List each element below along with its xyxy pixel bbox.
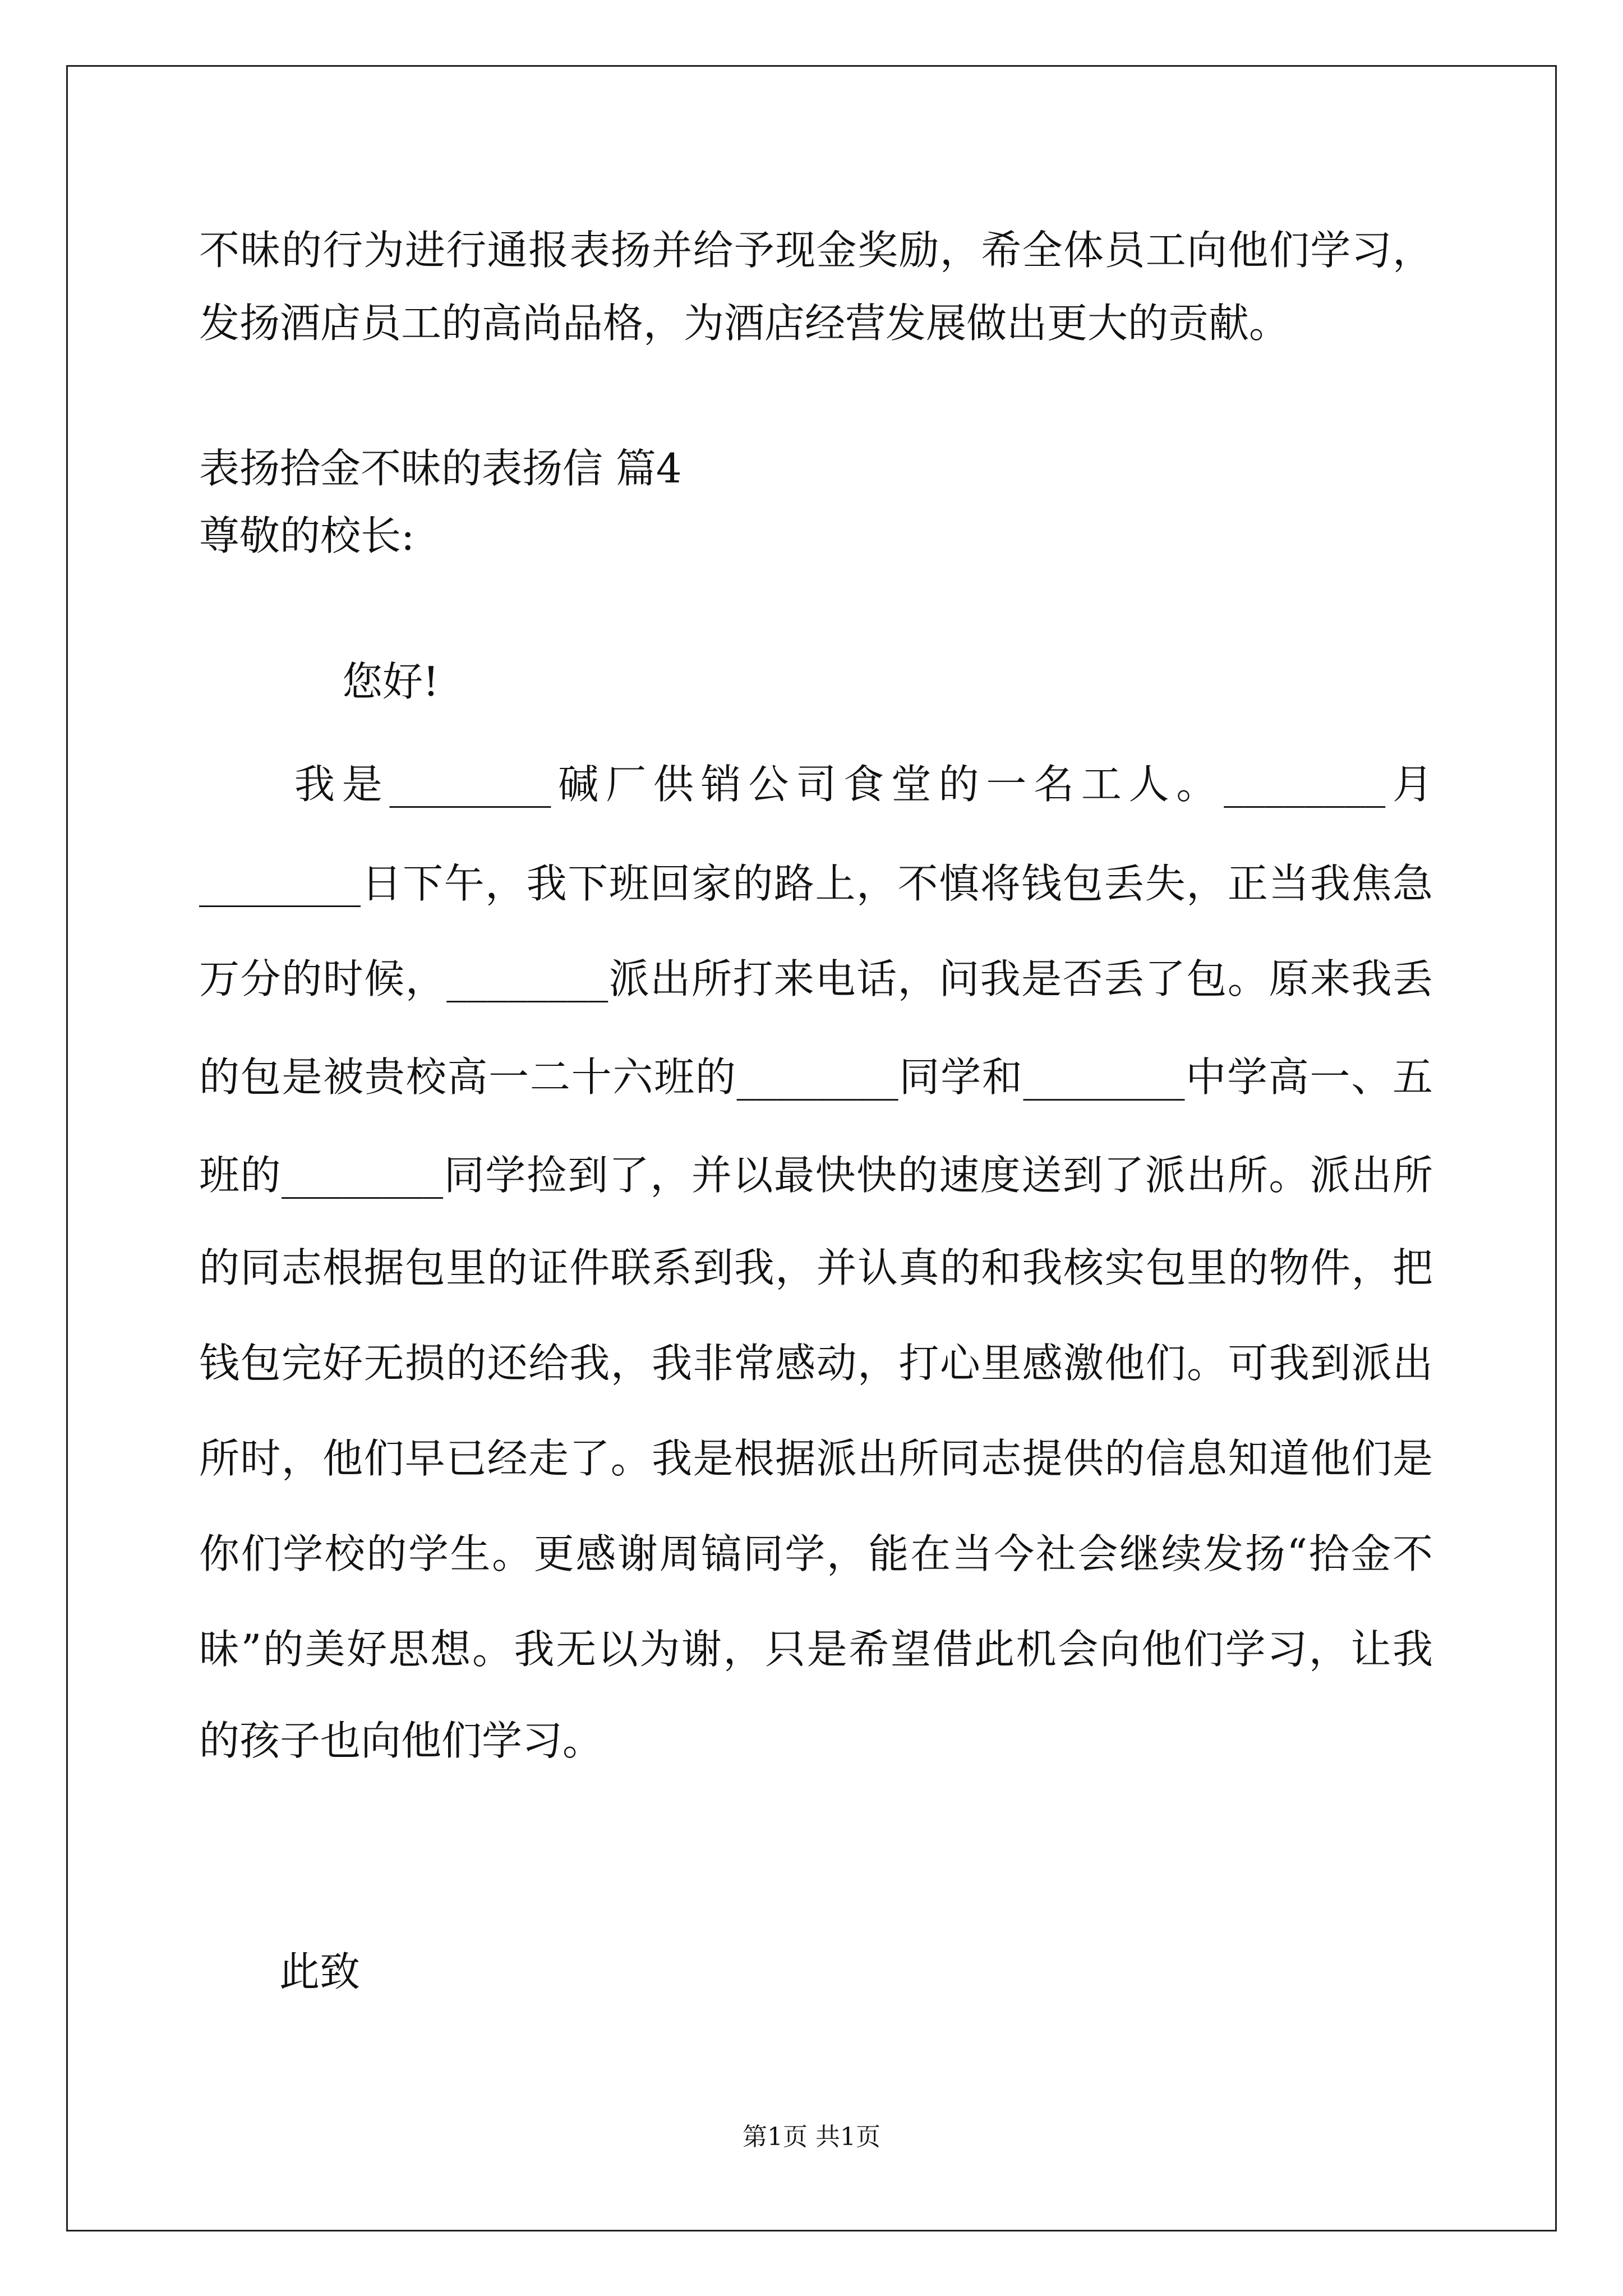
body-line-9: 钱包完好无损的还给我，我非常感动，打心里感激他们。可我到派出 [199, 1340, 1433, 1387]
body-line-12: 昧”的美好思想。我无以为谢，只是希望借此机会向他们学习，让我 [199, 1626, 1433, 1673]
body-line-4: ________日下午，我下班回家的路上，不慎将钱包丢失，正当我焦急 [199, 860, 1433, 907]
greeting: 您好! [342, 658, 439, 705]
section-heading: 表扬拾金不昧的表扬信 篇4 [199, 445, 682, 492]
body-line-11: 你们学校的学生。更感谢周镐同学，能在当今社会继续发扬“拾金不 [199, 1530, 1433, 1577]
body-line-6: 的包是被贵校高一二十六班的________同学和________中学高一、五 [199, 1053, 1433, 1101]
salutation: 尊敬的校长: [199, 512, 415, 559]
body-line-8: 的同志根据包里的证件联系到我，并认真的和我核实包里的物件，把 [199, 1244, 1433, 1291]
page-border [66, 65, 1557, 2231]
body-line-13: 的孩子也向他们学习。 [199, 1717, 603, 1764]
closing: 此致 [279, 1948, 361, 1995]
page-number: 第1页 共1页 [743, 2123, 880, 2151]
body-line-1: 不昧的行为进行通报表扬并给予现金奖励，希全体员工向他们学习， [199, 227, 1433, 274]
body-line-2: 发扬酒店员工的高尚品格，为酒店经营发展做出更大的贡献。 [199, 300, 1290, 347]
body-line-5: 万分的时候，________派出所打来电话，问我是否丢了包。原来我丢 [199, 955, 1433, 1002]
body-line-3: 我是________碱厂供销公司食堂的一名工人。________月 [294, 761, 1433, 808]
body-line-10: 所时，他们早已经走了。我是根据派出所同志提供的信息知道他们是 [199, 1435, 1433, 1482]
body-line-7: 班的________同学捡到了，并以最快快的速度送到了派出所。派出所 [199, 1152, 1433, 1199]
